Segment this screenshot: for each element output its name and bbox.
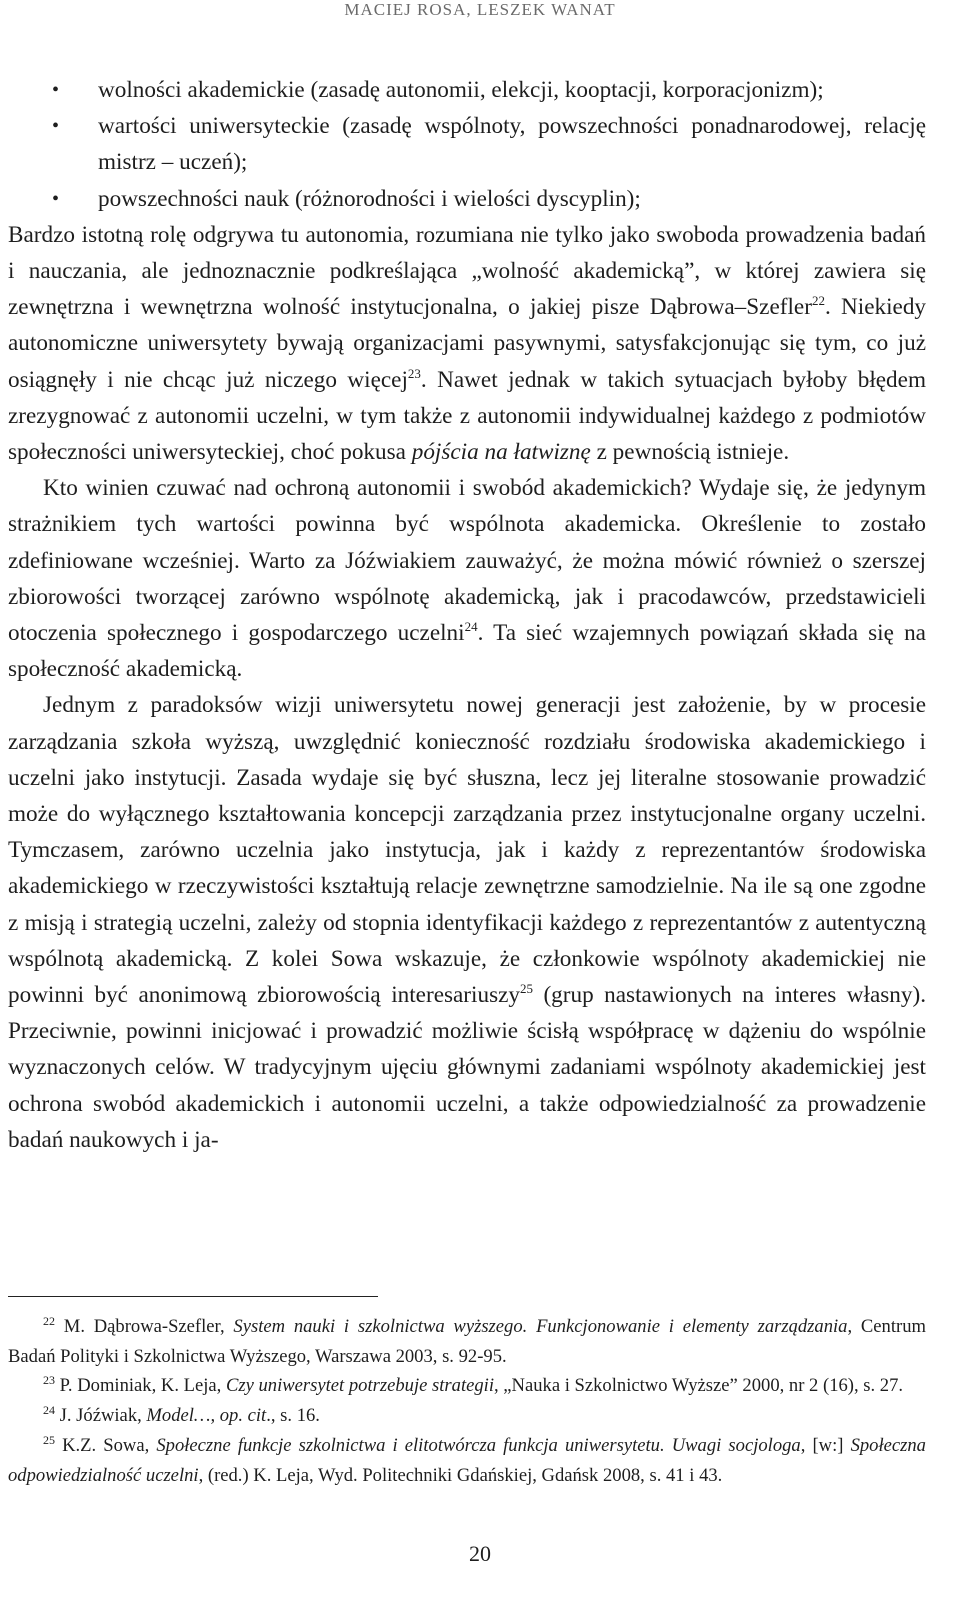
text-run: Jednym z paradoksów wizji uniwersytetu nowej generacji jest założenie, by w procesie zarządzania szkoła wyższą, uwzględnić konieczność rozdziału środowiska akademickiego i uczelni jako instytucji. Zasada wydaje się być słuszna, lecz jej literalne stosowanie prowadzić może do wyłącznego kształtowania koncepcji zarządzania przez instytucjonalne organy uczelni. Tymczasem, zarówno uczelnia jako instytucja, jak i każdy z reprezentantów środowiska akademickiego w rzeczywistości kształtują relacje zewnętrzne samodzielnie. Na ile są one zgodne z misją i strategią uczelni, zależy od stopnia identyfikacji każdego z reprezentantów z autentyczną wspólnotą akademicką. Z kolei Sowa wskazuje, że członkowie wspólnoty akademickiej nie powinni być anonimową zbiorowością interesariuszy xyxy=(8,692,926,1009)
italic-title: Model…, op. cit xyxy=(146,1405,267,1427)
footnote-number: 22 xyxy=(43,1314,55,1328)
text-run: P. Dominiak, K. Leja, xyxy=(55,1375,226,1397)
text-run: z pewnością istnieje. xyxy=(590,439,790,466)
text-run: M. Dąbrowa-Szefler, xyxy=(55,1316,234,1337)
bullet-list xyxy=(8,72,926,217)
text-run: Kto winien czuwać nad ochroną autonomii i swobód akademickich? Wydaje się, że jedynym strażnikiem tych wartości powinna być wspólnota akademicka. Określenie to zostało zdefiniowane wcześniej. Warto za Jóźwiakiem zauważyć, że można mówić również o szerszej zbiorowości tworzącej zarówno wspólnotę akademicką, jak i pracodawców, przedstawicieli otoczenia społecznego i gospodarczego uczelni xyxy=(8,475,926,647)
text-run: , Centrum Badań Polityki i Szkolnictwa Wyższego, Warszawa 2003, s. 92-95. xyxy=(8,1316,926,1367)
text-run: ., s. 16. xyxy=(266,1405,320,1427)
paragraph xyxy=(8,687,926,1158)
text-run: , (red.) K. Leja, Wyd. Politechniki Gdańskiej, Gdańsk 2008, s. 41 i 43. xyxy=(198,1464,723,1486)
text-run: (grup nastawionych na interes własny). Przeciwnie, powinni inicjować i prowadzić możliwie ścisłą współpracę w dążeniu do wspólnie wyznaczonych celów. W tradycyjnym ujęciu głównymi zadaniami wspólnoty akademickiej jest ochrona swobód akademickich i autonomii uczelni, a także odpowiedzialność za prowadzenie badań naukowych i ja- xyxy=(8,982,927,1153)
text-run: , „Nauka i Szkolnictwo Wyższe” 2000, nr 2 (16), s. 27. xyxy=(494,1375,904,1397)
text-run: . Nawet jednak w takich sytuacjach byłoby błędem zrezygnować z autonomii uczelni, w tym także z autonomii indywidualnej każdego z podmiotów społeczności uniwersyteckiej, choć pokusa xyxy=(8,366,926,466)
italic-title: Czy uniwersytet potrzebuje strategii xyxy=(225,1375,494,1397)
paragraph xyxy=(8,217,926,470)
bullet-item: • wartości uniwersyteckie (zasadę wspólnoty, powszechności ponadnarodowej, relację mistrz – uczeń); xyxy=(8,108,926,180)
footnote-ref: 24 xyxy=(464,619,478,635)
footnote-number: 25 xyxy=(43,1432,55,1447)
footnote-ref: 25 xyxy=(519,981,533,997)
italic-title: Społeczne funkcje szkolnictwa i elitotwórcza funkcja uniwersytetu. Uwagi socjologa xyxy=(156,1434,801,1456)
page-number: 20 xyxy=(469,1541,491,1566)
text-run: . Ta sieć wzajemnych powiązań składa się na społeczność akademicką. xyxy=(8,620,926,683)
text-run: . Niekiedy autonomiczne uniwersytety bywają organizacjami pasywnymi, satysfakcjonując się tym, co już osiągnęły i nie chcąc już niczego więcej xyxy=(8,294,927,393)
paragraph xyxy=(8,470,926,687)
footnote xyxy=(8,1371,926,1401)
text-run: Bardzo istotną rolę odgrywa tu autonomia, rozumiana nie tylko jako swoboda prowadzenia badań i nauczania, ale jednoznacznie podkreślająca „wolność akademicką”, w której zawiera się zewnętrzna i wewnętrzna wolność instytucjonalna, o jakiej pisze Dąbrowa–Szefler xyxy=(8,221,926,321)
main-text xyxy=(8,72,926,1158)
text-run: , [w:] xyxy=(800,1434,851,1456)
text-run: K.Z. Sowa, xyxy=(55,1434,157,1456)
bullet-item: • powszechności nauk (różnorodności i wielości dyscyplin); xyxy=(8,181,926,217)
footnotes xyxy=(8,1312,926,1490)
footnote-number: 24 xyxy=(43,1403,55,1418)
footnote xyxy=(8,1431,926,1490)
footnote-number: 23 xyxy=(43,1373,55,1388)
footnote-separator xyxy=(8,1296,378,1297)
footnote xyxy=(8,1401,926,1431)
italic-title: System nauki i szkolnictwa wyższego. Funkcjonowanie i elementy zarządzania xyxy=(233,1316,848,1337)
footnote-ref: 23 xyxy=(407,365,421,381)
text-run: J. Jóźwiak, xyxy=(55,1405,147,1427)
italic-phrase: pójścia na łatwiznę xyxy=(411,439,591,466)
running-title: MACIEJ ROSA, LESZEK WANAT xyxy=(344,0,616,19)
running-header xyxy=(0,0,960,20)
italic-title: Społeczna odpowiedzialność uczelni xyxy=(8,1434,926,1486)
bullet-item: • wolności akademickie (zasadę autonomii, elekcji, kooptacji, korporacjonizm); xyxy=(8,72,926,108)
footnote xyxy=(8,1312,926,1371)
footnote-ref: 22 xyxy=(811,293,825,309)
